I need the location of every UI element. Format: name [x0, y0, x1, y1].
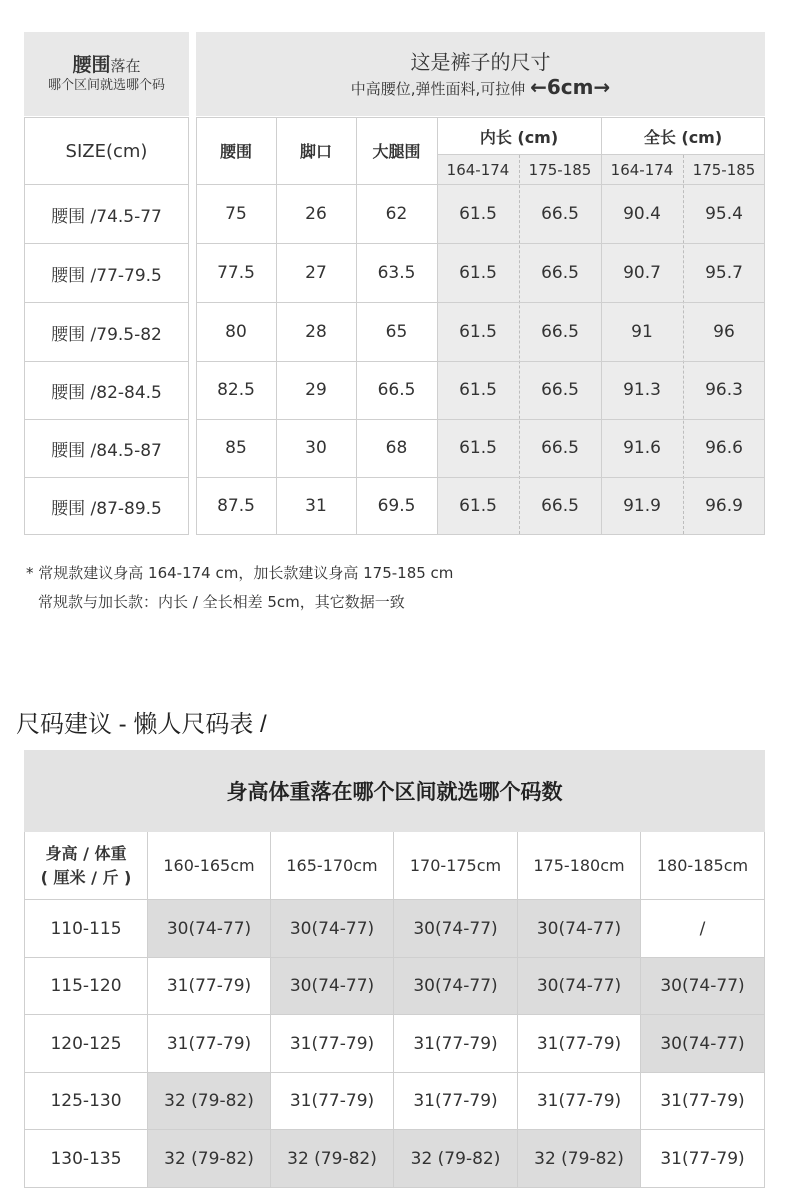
banner-subtitle: [196, 76, 765, 100]
size-value-cell: 63.5: [377, 262, 416, 283]
note-height-advice: * 常规款建议身高 164-174 cm，加长款建议身高 175-185 cm: [26, 564, 454, 582]
size-value-cell: 61.5: [459, 262, 497, 283]
recommended-size-cell: 30(74-77): [148, 900, 271, 958]
recommended-size-cell: 32 (79-82): [148, 1130, 271, 1188]
size-value-cell: 91: [631, 321, 653, 342]
weight-row-label: 110-115: [24, 900, 148, 958]
height-column-header: 175-180cm: [518, 832, 641, 900]
height-range-label: 164-174: [610, 160, 674, 179]
size-value-cell: 61.5: [459, 496, 497, 516]
corner-title: [24, 54, 189, 77]
recommended-size-cell: 30(74-77): [394, 900, 518, 958]
size-label: 腰围 /84.5-87: [24, 419, 189, 477]
recommended-size-cell: 30(74-77): [271, 958, 394, 1015]
weight-row-label: 120-125: [24, 1015, 148, 1073]
size-label: 腰围 /74.5-77: [24, 184, 189, 243]
inseam-header: 内长 (cm): [479, 127, 559, 147]
size-label: 腰围 /87-89.5: [24, 477, 189, 535]
recommended-size-cell: 31(77-79): [148, 1015, 271, 1073]
weight-row-label: 130-135: [24, 1130, 148, 1188]
recommended-size-cell: 30(74-77): [518, 900, 641, 958]
size-value-cell: 26: [305, 203, 327, 224]
height-column-header: 165-170cm: [271, 832, 394, 900]
note-length-difference: 常规款与加长款：内长 / 全长相差 5cm，其它数据一致: [38, 593, 405, 611]
size-value-cell: 87.5: [217, 496, 255, 516]
size-value-cell: 96.9: [705, 496, 743, 516]
length-header: 全长 (cm): [643, 127, 723, 147]
size-value-cell: 66.5: [541, 321, 579, 342]
size-value-cell: 66.5: [377, 380, 416, 400]
recommended-size-cell: 30(74-77): [641, 1015, 765, 1073]
size-value-cell: 91.9: [623, 496, 661, 516]
size-value-cell: 95.4: [705, 203, 743, 224]
height-column-header: 160-165cm: [148, 832, 271, 900]
recommended-size-cell: 31(77-79): [148, 958, 271, 1015]
recommended-size-cell: 30(74-77): [518, 958, 641, 1015]
height-column-header: 170-175cm: [394, 832, 518, 900]
recommend-table-banner: 身高体重落在哪个区间就选哪个码数: [24, 750, 765, 832]
size-value-cell: 96: [713, 321, 735, 342]
stretch-arrow: ←6cm→: [530, 75, 611, 99]
size-value-cell: 66.5: [541, 438, 579, 458]
recommended-size-cell: 31(77-79): [394, 1015, 518, 1073]
size-value-cell: 61.5: [459, 380, 497, 400]
banner-title: 这是裤子的尺寸: [410, 50, 551, 74]
weight-row-label: 125-130: [24, 1073, 148, 1130]
recommend-table-corner: [24, 832, 148, 900]
column-header: 腰围: [219, 142, 252, 161]
corner-bold-label: 腰围: [72, 53, 111, 76]
recommended-size-cell: 31(77-79): [271, 1015, 394, 1073]
recommended-size-cell: 32 (79-82): [148, 1073, 271, 1130]
size-table-corner: [24, 32, 189, 116]
size-value-cell: 29: [305, 380, 327, 400]
recommended-size-cell: 30(74-77): [271, 900, 394, 958]
size-label: 腰围 /82-84.5: [24, 361, 189, 419]
size-value-cell: 85: [225, 438, 247, 458]
recommended-size-cell: 32 (79-82): [518, 1130, 641, 1188]
corner-small-label: 落在: [110, 56, 141, 75]
size-value-cell: 66.5: [541, 203, 579, 224]
size-value-cell: 27: [305, 262, 327, 283]
size-value-cell: 75: [225, 203, 247, 224]
size-value-cell: 91.3: [623, 380, 661, 400]
recommended-size-cell: 30(74-77): [641, 958, 765, 1015]
size-value-cell: 80: [225, 321, 247, 342]
height-range-label: 164-174: [446, 160, 510, 179]
size-value-cell: 90.4: [623, 203, 661, 224]
recommended-size-cell: 30(74-77): [394, 958, 518, 1015]
recommended-size-cell: 31(77-79): [641, 1130, 765, 1188]
recommended-size-cell: 31(77-79): [271, 1073, 394, 1130]
recommended-size-cell: 31(77-79): [518, 1015, 641, 1073]
size-value-cell: 77.5: [217, 262, 255, 283]
size-value-cell: 66.5: [541, 380, 579, 400]
size-value-cell: 61.5: [459, 438, 497, 458]
size-value-cell: 96.3: [705, 380, 743, 400]
size-value-cell: 91.6: [623, 438, 661, 458]
column-header: 脚口: [299, 142, 332, 161]
size-value-cell: 61.5: [459, 203, 497, 224]
size-value-cell: 69.5: [377, 496, 416, 516]
corner-subtitle: 哪个区间就选哪个码: [47, 77, 165, 93]
recommended-size-cell: /: [641, 900, 765, 958]
size-value-cell: 28: [305, 321, 327, 342]
size-value-cell: 66.5: [541, 496, 579, 516]
height-column-header: 180-185cm: [641, 832, 765, 900]
size-label: 腰围 /77-79.5: [24, 243, 189, 302]
size-value-cell: 61.5: [459, 321, 497, 342]
weight-row-label: 115-120: [24, 958, 148, 1015]
size-value-cell: 95.7: [705, 262, 743, 283]
size-value-cell: 65: [385, 321, 408, 342]
size-value-cell: 30: [305, 438, 327, 458]
size-table-banner: [196, 32, 765, 116]
corner-line-1: 身高 / 体重: [45, 843, 127, 863]
recommended-size-cell: 32 (79-82): [394, 1130, 518, 1188]
size-header: SIZE(cm): [24, 117, 189, 184]
size-value-cell: 62: [385, 203, 408, 224]
recommended-size-cell: 31(77-79): [518, 1073, 641, 1130]
size-value-cell: 68: [385, 438, 408, 458]
corner-line-2: ( 厘米 / 斤 ): [40, 867, 132, 887]
recommended-size-cell: 31(77-79): [641, 1073, 765, 1130]
size-value-cell: 31: [305, 496, 327, 516]
size-value-cell: 82.5: [217, 380, 255, 400]
banner-subtitle-text: 中高腰位,弹性面料,可拉伸: [350, 80, 526, 98]
size-value-cell: 66.5: [541, 262, 579, 283]
size-value-cell: 96.6: [705, 438, 743, 458]
size-value-cell: 90.7: [623, 262, 661, 283]
column-header: 大腿围: [372, 142, 421, 161]
height-range-label: 175-185: [528, 160, 592, 179]
recommended-size-cell: 31(77-79): [394, 1073, 518, 1130]
section-title: 尺码建议 - 懒人尺码表 /: [16, 711, 267, 738]
size-label: 腰围 /79.5-82: [24, 302, 189, 361]
height-range-label: 175-185: [692, 160, 756, 179]
recommended-size-cell: 32 (79-82): [271, 1130, 394, 1188]
